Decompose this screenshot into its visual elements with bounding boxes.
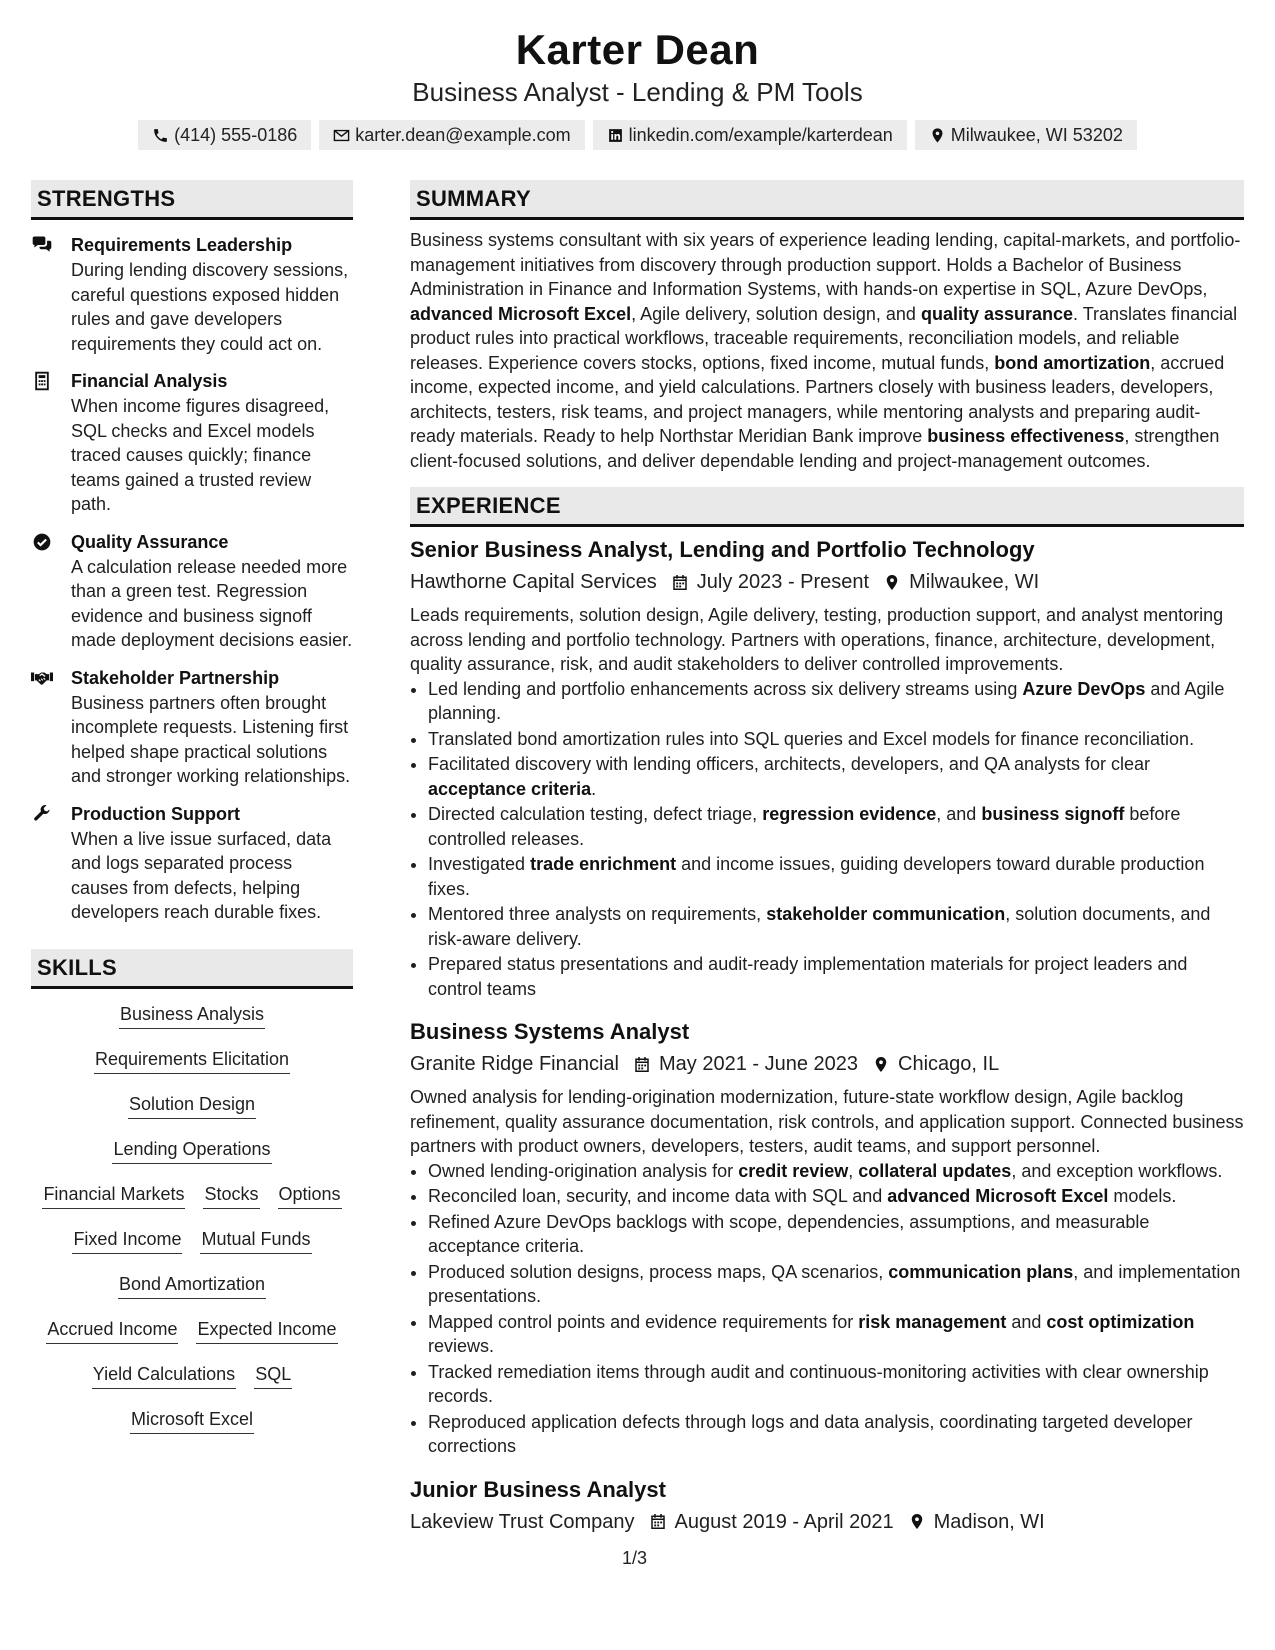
check-circle-icon bbox=[31, 529, 71, 653]
contact-item[interactable] bbox=[593, 120, 907, 150]
skill-row bbox=[31, 1316, 353, 1361]
left-column bbox=[31, 180, 353, 1451]
job-location: Chicago, IL bbox=[898, 1053, 1000, 1075]
strength-item bbox=[31, 665, 353, 789]
strength-body bbox=[71, 529, 353, 653]
text-run: Prepared status presentations and audit-ready implementation materials for project leaders and control teams bbox=[428, 954, 1188, 999]
text-run: , and exception workflows. bbox=[1011, 1160, 1223, 1181]
skill-tag: Solution Design bbox=[128, 1091, 256, 1119]
job-title: Junior Business Analyst bbox=[410, 1476, 666, 1502]
experience-list bbox=[410, 535, 1244, 1537]
emphasis-text: trade enrichment bbox=[530, 854, 677, 874]
text-run: , and bbox=[936, 804, 982, 824]
calendar-icon bbox=[649, 1512, 667, 1531]
skill-row bbox=[31, 1136, 353, 1181]
text-run: and bbox=[1006, 1311, 1047, 1332]
job-entry bbox=[410, 535, 1244, 1001]
strength-body bbox=[71, 801, 353, 925]
text-run: Reproduced application defects through logs and data analysis, coordinating targeted developer corrections bbox=[428, 1411, 1193, 1456]
contact-item[interactable] bbox=[319, 120, 584, 150]
emphasis-text: quality assurance bbox=[920, 303, 1074, 324]
skill-tag: SQL bbox=[254, 1361, 292, 1389]
text-run: . Translates financial product rules into practical workflows, traceable requirements, reconciliation models, and reliable releases. Experience covers stocks, options, fixed income, mutual funds, bbox=[410, 303, 1238, 373]
emphasis-text: risk management bbox=[858, 1311, 1007, 1332]
bullet-item bbox=[428, 1410, 1244, 1459]
skill-tag: Mutual Funds bbox=[200, 1226, 311, 1254]
strength-item bbox=[31, 801, 353, 925]
experience-heading: EXPERIENCE bbox=[410, 487, 1244, 527]
summary-text bbox=[410, 228, 1244, 473]
text-run: Tracked remediation items through audit and continuous-monitoring activities with clear ownership records. bbox=[428, 1361, 1209, 1406]
candidate-title: Business Analyst - Lending & PM Tools bbox=[412, 77, 863, 107]
bullet-item bbox=[428, 852, 1244, 901]
text-run: Business systems consultant with six years of experience leading lending, capital-markets, and portfolio-management initiatives from discovery through production support. Holds a Bachelor of Business Administration in Finance and Information Systems, with hands-on expertise in SQL, Azure DevOps, bbox=[410, 230, 1241, 299]
job-location: Milwaukee, WI bbox=[909, 571, 1040, 593]
text-run: Produced solution designs, process maps, QA scenarios, bbox=[428, 1261, 889, 1282]
job-dates: July 2023 - Present bbox=[696, 571, 870, 593]
emphasis-text: collateral updates bbox=[858, 1160, 1012, 1181]
map-pin-icon bbox=[908, 1512, 926, 1531]
comments-icon bbox=[31, 232, 71, 356]
linkedin-icon bbox=[607, 127, 624, 144]
contact-bar bbox=[0, 120, 1275, 150]
contact-text[interactable]: linkedin.com/example/karterdean bbox=[628, 125, 893, 145]
emphasis-text: advanced Microsoft Excel bbox=[887, 1186, 1109, 1206]
strength-title: Financial Analysis bbox=[71, 371, 228, 391]
bullet-item bbox=[428, 727, 1244, 752]
map-pin-icon bbox=[872, 1055, 890, 1074]
strength-item bbox=[31, 529, 353, 653]
job-meta bbox=[410, 1049, 1244, 1079]
strength-body bbox=[71, 665, 353, 789]
text-run: Refined Azure DevOps backlogs with scope, dependencies, assumptions, and measurable acceptance criteria. bbox=[428, 1211, 1150, 1256]
text-run: Led lending and portfolio enhancements across six delivery streams using bbox=[428, 678, 1023, 699]
skill-tag: Options bbox=[278, 1181, 342, 1209]
strength-description: When income figures disagreed, SQL checks and Excel models traced causes quickly; finance teams gained a trusted review path. bbox=[71, 396, 330, 514]
bullet-item bbox=[428, 752, 1244, 801]
emphasis-text: business signoff bbox=[981, 804, 1125, 824]
strength-title: Stakeholder Partnership bbox=[71, 667, 280, 688]
right-column bbox=[410, 180, 1244, 1537]
emphasis-text: cost optimization bbox=[1046, 1311, 1195, 1332]
text-run: , accrued income, expected income, and yield calculations. Partners closely with business leaders, developers, architects, testers, risk teams, and project managers, while mentoring analysts and preparing audit-ready materials. Ready to help Northstar Meridian Bank improve bbox=[410, 352, 1225, 446]
strength-description: When a live issue surfaced, data and logs separated process causes from defects, helping developers reach durable fixes. bbox=[71, 828, 332, 922]
text-run: before controlled releases. bbox=[428, 804, 1181, 849]
text-run: , strengthen client-focused solutions, and deliver dependable lending and project-management outcomes. bbox=[410, 426, 1220, 471]
skill-tag: Bond Amortization bbox=[118, 1271, 266, 1299]
strength-body bbox=[71, 232, 353, 356]
skill-tag: Business Analysis bbox=[119, 1001, 265, 1029]
envelope-icon bbox=[333, 127, 350, 144]
job-title: Business Systems Analyst bbox=[410, 1019, 690, 1044]
strength-body bbox=[71, 368, 353, 517]
job-meta bbox=[410, 567, 1244, 597]
skill-tag: Requirements Elicitation bbox=[94, 1046, 290, 1074]
text-run: . bbox=[591, 778, 597, 799]
contact-text[interactable]: Milwaukee, WI 53202 bbox=[950, 125, 1123, 145]
skill-tag: Lending Operations bbox=[112, 1136, 271, 1164]
job-company: Hawthorne Capital Services bbox=[410, 571, 657, 593]
job-title: Senior Business Analyst, Lending and Portfolio Technology bbox=[410, 537, 1035, 562]
text-run: and Agile planning. bbox=[428, 678, 1225, 723]
strength-title: Production Support bbox=[71, 803, 240, 824]
skill-tag: Expected Income bbox=[196, 1316, 337, 1344]
bullet-item bbox=[428, 1260, 1244, 1309]
strength-description: During lending discovery sessions, careful questions exposed hidden rules and gave developers requirements they could act on. bbox=[71, 260, 349, 354]
strength-description: Business partners often brought incomplete requests. Listening first helped shape practical solutions and stronger working relationships. bbox=[71, 692, 351, 786]
bullet-item bbox=[428, 1310, 1244, 1359]
page-number: 1/3 bbox=[622, 1548, 648, 1568]
calendar-icon bbox=[633, 1055, 651, 1074]
emphasis-text: bond amortization bbox=[994, 352, 1151, 373]
bullet-item bbox=[428, 1360, 1244, 1409]
skills-list bbox=[31, 1001, 353, 1451]
job-entry bbox=[410, 1475, 1244, 1537]
emphasis-text: regression evidence bbox=[762, 804, 937, 824]
emphasis-text: Azure DevOps bbox=[1022, 678, 1146, 699]
job-location: Madison, WI bbox=[933, 1510, 1045, 1533]
text-run: , solution documents, and risk-aware delivery. bbox=[428, 904, 1211, 949]
job-dates: May 2021 - June 2023 bbox=[659, 1053, 859, 1075]
bullet-item bbox=[428, 1159, 1244, 1184]
skill-tag: Financial Markets bbox=[42, 1181, 185, 1209]
skill-row bbox=[31, 1001, 353, 1046]
job-company: Granite Ridge Financial bbox=[410, 1053, 619, 1075]
job-bullets bbox=[410, 677, 1244, 1002]
map-pin-icon bbox=[883, 573, 901, 592]
strengths-list bbox=[31, 232, 353, 925]
skills-heading: SKILLS bbox=[31, 949, 353, 989]
wrench-icon bbox=[31, 801, 71, 925]
skill-row bbox=[31, 1181, 353, 1226]
skill-tag: Accrued Income bbox=[46, 1316, 178, 1344]
strength-description: A calculation release needed more than a green test. Regression evidence and business signoff made deployment decisions easier. bbox=[71, 556, 353, 650]
bullet-item bbox=[428, 1184, 1244, 1209]
phone-icon bbox=[152, 127, 169, 144]
strength-item bbox=[31, 368, 353, 517]
text-run: Facilitated discovery with lending officers, architects, developers, and QA analysts for clear bbox=[428, 754, 1151, 774]
job-dates: August 2019 - April 2021 bbox=[674, 1510, 894, 1533]
bullet-item bbox=[428, 802, 1244, 851]
skill-tag: Fixed Income bbox=[72, 1226, 182, 1254]
bullet-item bbox=[428, 677, 1244, 726]
strength-title: Quality Assurance bbox=[71, 531, 229, 552]
strength-title: Requirements Leadership bbox=[71, 235, 293, 255]
text-run: Directed calculation testing, defect triage, bbox=[428, 804, 763, 824]
handshake-icon bbox=[31, 665, 71, 789]
contact-item[interactable] bbox=[915, 120, 1137, 150]
calculator-icon bbox=[31, 368, 71, 517]
summary-heading: SUMMARY bbox=[410, 180, 1244, 220]
text-run: Translated bond amortization rules into SQL queries and Excel models for finance reconciliation. bbox=[428, 728, 1195, 749]
bullet-item bbox=[428, 952, 1244, 1001]
strength-item bbox=[31, 232, 353, 356]
skill-row bbox=[31, 1046, 353, 1091]
text-run: Investigated bbox=[428, 854, 531, 874]
bullet-item bbox=[428, 902, 1244, 951]
contact-item[interactable] bbox=[138, 120, 311, 150]
emphasis-text: stakeholder communication bbox=[766, 904, 1006, 924]
skill-row bbox=[31, 1271, 353, 1316]
text-run: Reconciled loan, security, and income data with SQL and bbox=[428, 1186, 888, 1206]
job-entry bbox=[410, 1017, 1244, 1459]
text-run: , Agile delivery, solution design, and bbox=[631, 303, 921, 324]
job-company: Lakeview Trust Company bbox=[410, 1510, 635, 1533]
skill-tag: Yield Calculations bbox=[92, 1361, 236, 1389]
emphasis-text: advanced Microsoft Excel bbox=[410, 303, 632, 324]
skill-row bbox=[31, 1091, 353, 1136]
emphasis-text: credit review bbox=[738, 1160, 849, 1181]
text-run: , bbox=[848, 1160, 859, 1181]
text-run: , and implementation presentations. bbox=[428, 1261, 1241, 1306]
skill-tag: Microsoft Excel bbox=[130, 1406, 254, 1434]
map-pin-icon bbox=[929, 127, 946, 144]
skill-row bbox=[31, 1361, 353, 1406]
text-run: Mapped control points and evidence requirements for bbox=[428, 1311, 859, 1332]
job-bullets bbox=[410, 1159, 1244, 1459]
skill-row bbox=[31, 1226, 353, 1271]
emphasis-text: acceptance criteria bbox=[428, 778, 592, 799]
strengths-heading: STRENGTHS bbox=[31, 180, 353, 220]
candidate-name: Karter Dean bbox=[515, 26, 760, 73]
job-description: Leads requirements, solution design, Agile delivery, testing, production support, and analyst mentoring across lending and portfolio technology. Partners with operations, finance, architecture, development, quality assurance, risk, and audit stakeholders to deliver controlled improvements. bbox=[410, 605, 1224, 674]
text-run: Mentored three analysts on requirements, bbox=[428, 904, 767, 924]
job-description: Owned analysis for lending-origination modernization, future-state workflow design, Agile backlog refinement, quality assurance documentation, risk controls, and application support. Connected business partners with product owners, developers, testers, audit teams, and support personnel. bbox=[410, 1087, 1244, 1156]
skill-row bbox=[31, 1406, 353, 1451]
calendar-icon bbox=[671, 573, 689, 592]
text-run: Owned lending-origination analysis for bbox=[428, 1160, 739, 1181]
bullet-item bbox=[428, 1210, 1244, 1259]
text-run: models. bbox=[1108, 1186, 1177, 1206]
text-run: reviews. bbox=[428, 1336, 495, 1356]
job-meta bbox=[410, 1507, 1244, 1537]
emphasis-text: business effectiveness bbox=[927, 426, 1125, 446]
emphasis-text: communication plans bbox=[888, 1261, 1074, 1282]
skill-tag: Stocks bbox=[203, 1181, 259, 1209]
text-run: and income issues, guiding developers toward durable production fixes. bbox=[428, 854, 1205, 899]
resume-header bbox=[0, 22, 1275, 150]
contact-text[interactable]: karter.dean@example.com bbox=[355, 125, 571, 145]
contact-text[interactable]: (414) 555-0186 bbox=[174, 125, 298, 145]
